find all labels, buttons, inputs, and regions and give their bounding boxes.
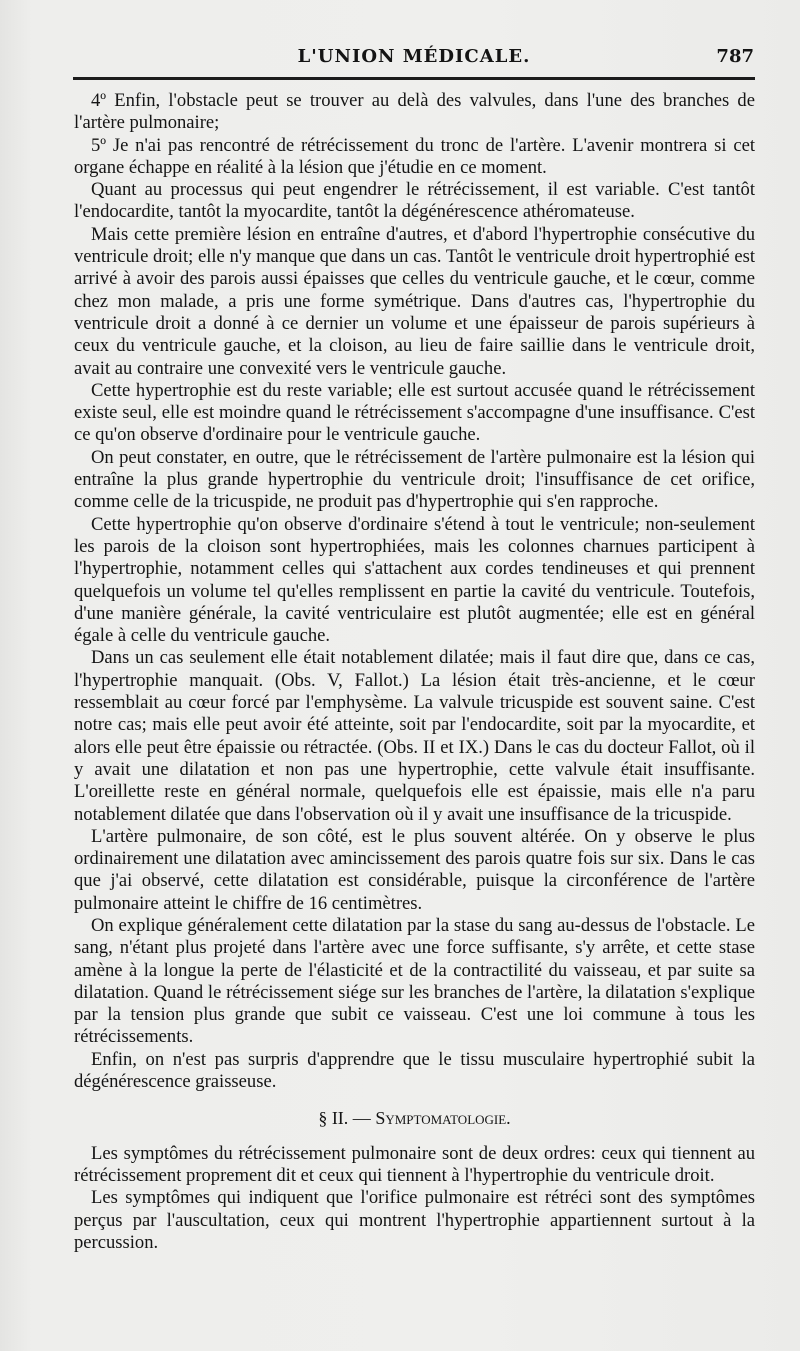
article-body: [74, 90, 755, 1254]
paragraph: Quant au processus qui peut engendrer le rétrécissement, il est variable. C'est tantôt l'endocardite, tantôt la myocardite, tantôt la dégénérescence athéromateuse.: [74, 179, 755, 223]
paragraph: Dans un cas seulement elle était notablement dilatée; mais il faut dire que, dans ce cas, l'hypertrophie manquait. (Obs. V, Fallot.) La lésion était très-ancienne, et le cœur ressemblait au cœur forcé par l'emphysème. La valvule tricuspide est souvent saine. C'est notre cas; mais elle peut avoir été atteinte, soit par l'endocardite, soit par la myocardite, et alors elle peut être épaissie ou rétractée. (Obs. II et IX.) Dans le cas du docteur Fallot, où il y avait une dilatation et non pas une hypertrophie, cette valvule était insuffisante. L'oreillette reste en général normale, quelquefois elle est épaissie, mais elle n'a paru notablement dilatée que dans l'observation où il y avait une insuffisance de la tricuspide.: [74, 647, 755, 825]
page-number: 787: [716, 46, 754, 67]
paragraph: Cette hypertrophie qu'on observe d'ordinaire s'étend à tout le ventricule; non-seulement les parois de la cloison sont hypertrophiées, mais les colonnes charnues participent à l'hypertrophie, notamment celles qui s'attachent aux cordes tendineuses et qui prennent quelquefois un volume tel qu'elles remplissent en partie la cavité du ventricule. Toutefois, d'une manière générale, la cavité ventriculaire est plutôt augmentée; elle est en général égale à celle du ventricule gauche.: [74, 513, 755, 647]
paragraph: 5º Je n'ai pas rencontré de rétrécissement du tronc de l'artère. L'avenir montrera si cet organe échappe en réalité à la lésion que j'étudie en ce moment.: [74, 134, 755, 178]
paragraph: Cette hypertrophie est du reste variable; elle est surtout accusée quand le rétrécissement existe seul, elle est moindre quand le rétrécissement s'accompagne d'une insuffisance. C'est ce qu'on observe d'ordinaire pour le ventricule gauche.: [74, 379, 755, 446]
paragraph: Les symptômes du rétrécissement pulmonaire sont de deux ordres: ceux qui tiennent au rétrécissement proprement dit et ceux qui tiennent à l'hypertrophie du ventricule droit.: [74, 1142, 755, 1186]
paragraph: L'artère pulmonaire, de son côté, est le plus souvent altérée. On y observe le plus ordinairement une dilatation avec amincissement des parois quatre fois sur six. Dans le cas que j'ai observé, cette dilatation est considérable, puisque la circonférence de l'artère pulmonaire atteint le chiffre de 16 centimètres.: [74, 825, 755, 914]
section-number: § II. —: [318, 1108, 371, 1129]
header-rule: [73, 77, 755, 80]
paragraph: On peut constater, en outre, que le rétrécissement de l'artère pulmonaire est la lésion qui entraîne la plus grande hypertrophie du ventricule droit; l'insuffisance de cet orifice, comme celle de la tricuspide, ne produit pas d'hypertrophie qui s'en rapproche.: [74, 446, 755, 513]
section-title: Symptomatologie.: [375, 1108, 511, 1129]
paragraph: Enfin, on n'est pas surpris d'apprendre que le tissu musculaire hypertrophié subit la dégénérescence graisseuse.: [74, 1048, 755, 1093]
paragraph: Les symptômes qui indiquent que l'orifice pulmonaire est rétréci sont des symptômes perçus par l'auscultation, ceux qui montrent l'hypertrophie appartiennent surtout à la percussion.: [74, 1187, 755, 1253]
paragraph: Mais cette première lésion en entraîne d'autres, et d'abord l'hypertrophie consécutive du ventricule droit; elle n'y manque que dans un cas. Tantôt le ventricule droit hypertrophié est arrivé à avoir des parois aussi épaisses que celles du ventricule gauche, et le cœur, comme chez mon malade, a pris une forme symétrique. Dans d'autres cas, l'hypertrophie du ventricule droit a donné à ce dernier un volume et une épaisseur de parois supérieurs à ceux du ventricule gauche, et la cloison, au lieu de faire saillie dans le ventricule droit, avait au contraire une convexité vers le ventricule gauche.: [74, 223, 755, 379]
page-header: [74, 46, 754, 74]
paragraph: On explique généralement cette dilatation par la stase du sang au-dessus de l'obstacle. Le sang, n'étant plus projeté dans l'artère avec une force suffisante, s'y arrête, et cette stase amène à la longue la perte de l'élasticité et de la contractilité du vaisseau, et par suite sa dilatation. Quand le rétrécissement siége sur les branches de l'artère, la dilatation s'explique par la tension plus grande que subit ce vaisseau. C'est une loi commune à tous les rétrécissements.: [74, 914, 755, 1048]
running-title: L'UNION MÉDICALE.: [297, 46, 531, 67]
paragraph: 4º Enfin, l'obstacle peut se trouver au delà des valvules, dans l'une des branches de l'artère pulmonaire;: [74, 90, 755, 134]
section-heading: [74, 1107, 755, 1129]
